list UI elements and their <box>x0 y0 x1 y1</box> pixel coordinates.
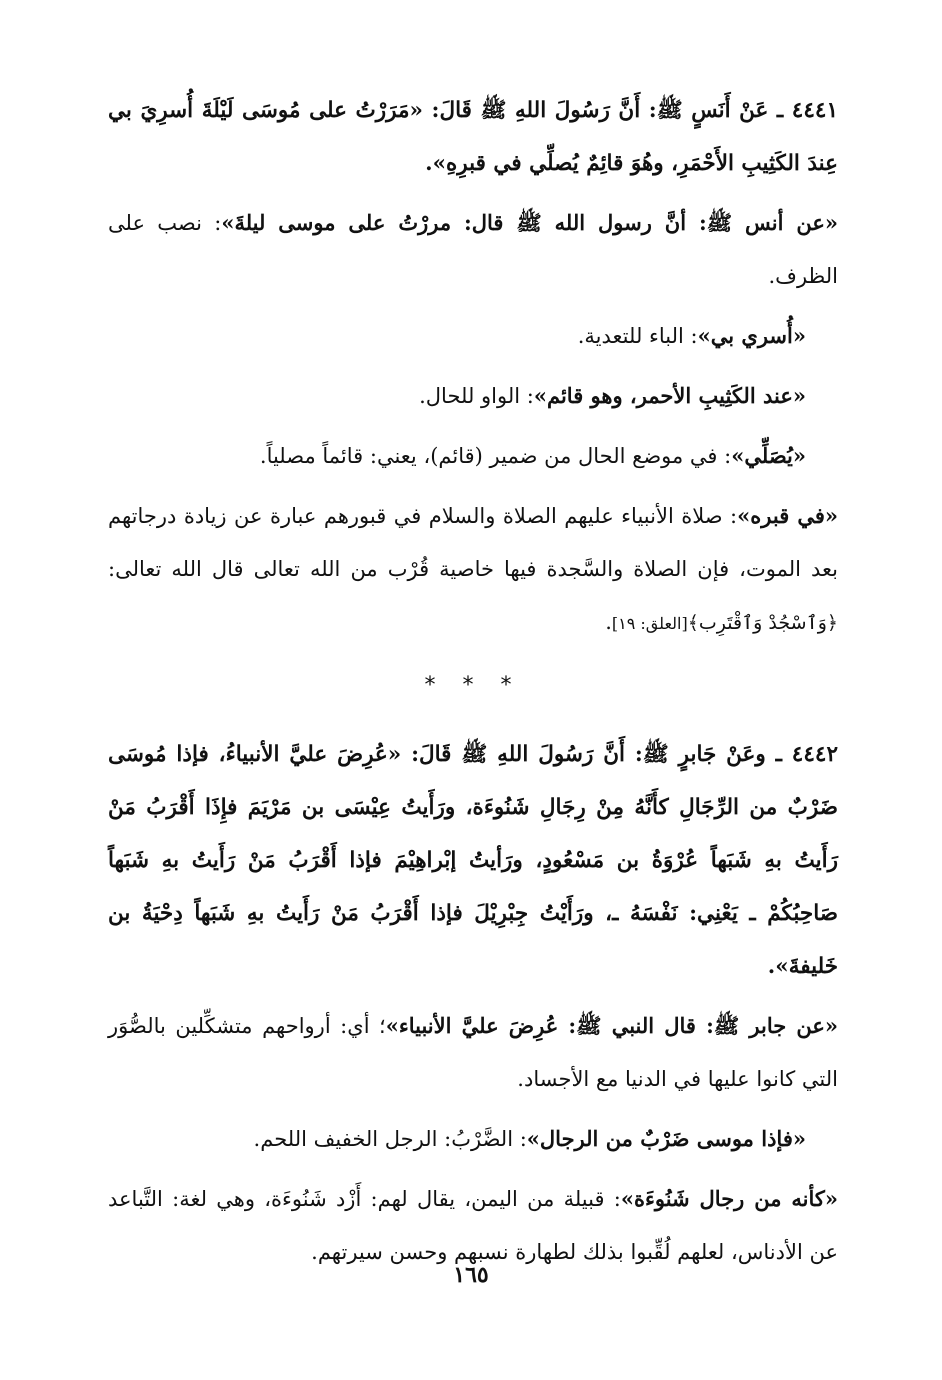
commentary-4441-p5 <box>108 489 838 650</box>
commentary-text: ؛ أي: أرواحهم متشكِّلين بالصُّوَر التي كانوا عليها في الدنيا مع الأجساد. <box>108 1014 838 1091</box>
commentary-end: . <box>605 610 612 634</box>
commentary-quote: «عن أنس ﷺ: أنَّ رسول الله ﷺ قال: مررْتُ على موسى ليلةَ» <box>221 210 838 235</box>
commentary-quote: «عند الكَثِيبِ الأحمر، وهو قائم» <box>533 383 806 408</box>
commentary-quote: «أُسري بي» <box>697 323 806 348</box>
commentary-text: : قبيلة من اليمن، يقال لهم: أَزْد شَنُوءَة، وهي لغة: التَّباعد عن الأدناس، لعلهم لُقِّبوا بذلك لطهارة نسبهم وحسن سيرتهم. <box>108 1187 838 1264</box>
commentary-4441-p4 <box>108 429 838 483</box>
commentary-4441-p3 <box>108 369 838 423</box>
commentary-text: : الضَّرْبُ: الرجل الخفيف اللحم. <box>253 1127 527 1151</box>
commentary-text: : الواو للحال. <box>419 384 534 408</box>
commentary-text: : صلاة الأنبياء عليهم الصلاة والسلام في قبورهم عبارة عن زيادة درجاتهم بعد الموت، فإن الصلاة والسَّجدة فيها خاصية قُرْب من الله تعالى قال الله تعالى: <box>108 504 838 581</box>
quran-reference: [العلق: ١٩] <box>611 614 688 633</box>
hadith-4441 <box>108 84 838 190</box>
hadith-4442-text: ٤٤٤٢ ـ وعَنْ جَابرٍ ﷺ: أَنَّ رَسُولَ اللهِ ﷺ قَالَ: «عُرِضَ عليَّ الأنبياءُ، فإذا مُوسَى ضَرْبٌ من الرِّجَالِ كأَنَّهُ مِنْ رِجَالِ شَنُوءَة، ورَأَيتُ عِيْسَى بن مَرْيَمَ فإِذَا أَقْرَبُ مَنْ رَأَيتُ بهِ شَبَهاً عُرْوَةُ بن مَسْعُودٍ، ورَأيتُ إبْراهِيْمَ فإذا أَقْرَبُ مَنْ رَأَيتُ بهِ شَبَهاً صَاحِبُكُمْ ـ يَعْنِي: نَفْسَهُ ـ، ورَأَيْتُ جِبْرِيْلَ فإذا أَقْرَبُ مَنْ رَأَيتُ بهِ شَبَهاً دِحْيَةُ بن خَليفةَ». <box>108 742 838 979</box>
quran-verse: ﴿وَٱسْجُدْ وَٱقْتَرِب﴾ <box>687 612 838 634</box>
commentary-4442-p2 <box>108 1112 838 1166</box>
commentary-quote: «كأنه من رجال شَنُوءَة» <box>620 1186 838 1211</box>
section-separator: * * * <box>424 673 522 698</box>
commentary-4442-p1 <box>108 999 838 1106</box>
commentary-text: : في موضع الحال من ضمير (قائم)، يعني: قائماً مصلياً. <box>259 444 732 468</box>
commentary-text: : الباء للتعدية. <box>577 324 698 348</box>
page-body <box>108 84 838 1285</box>
commentary-quote: «يُصَلِّي» <box>731 443 806 468</box>
commentary-quote: «فإذا موسى ضَرْبٌ من الرجال» <box>526 1126 806 1151</box>
commentary-quote: «عن جابر ﷺ: قال النبي ﷺ: عُرِضَ عليَّ الأنبياء» <box>385 1013 838 1038</box>
commentary-text: : نصب على الظرف. <box>108 211 838 288</box>
commentary-4441-p1 <box>108 196 838 303</box>
commentary-quote: «في قبره» <box>737 503 838 528</box>
page-number: ١٦٥ <box>453 1262 489 1288</box>
commentary-4441-p2 <box>108 309 838 363</box>
hadith-4442 <box>108 728 838 993</box>
hadith-4441-text: ٤٤٤١ ـ عَنْ أَنَسٍ ﷺ: أَنَّ رَسُولَ اللهِ ﷺ قَالَ: «مَرَرْتُ على مُوسَى لَيْلَةَ أُسرِيَ بي عِندَ الكَثِيبِ الأَحْمَرِ، وهُوَ قائِمٌ يُصلِّي في قبرِهِ». <box>108 98 838 176</box>
